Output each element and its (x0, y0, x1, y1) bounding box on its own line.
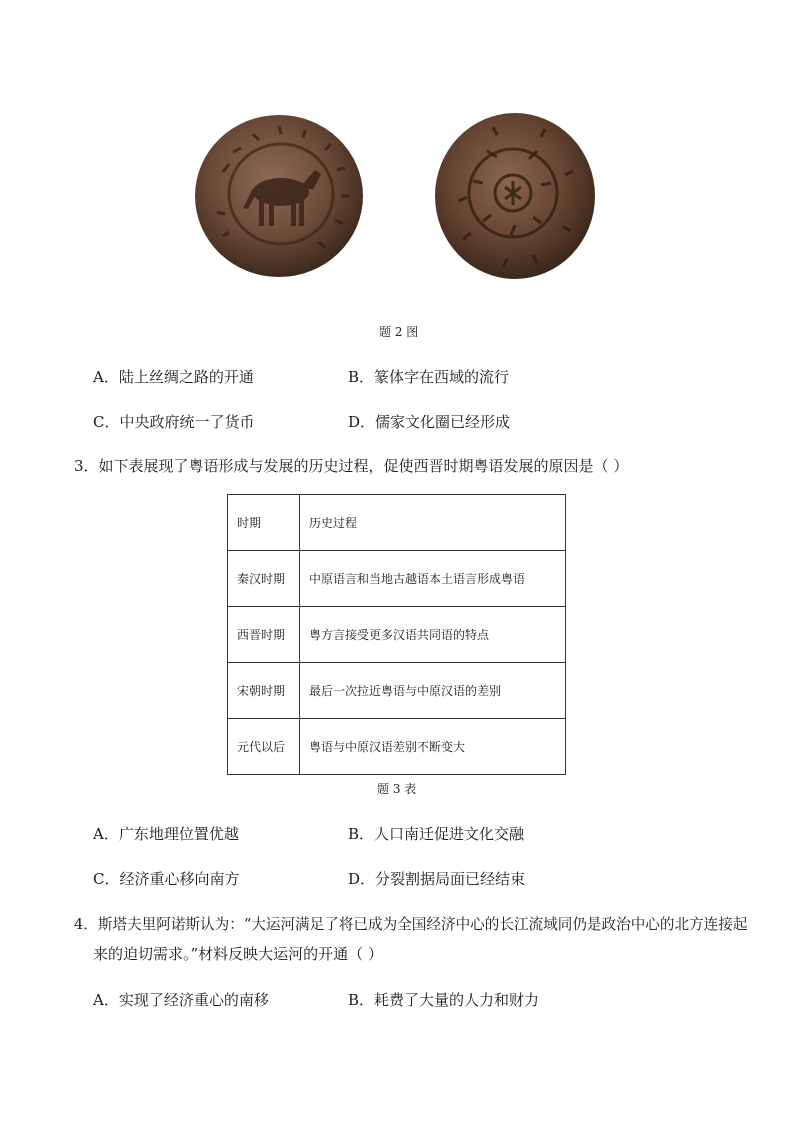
table-cell-period: 秦汉时期 (228, 551, 300, 607)
table-cell-period: 宋朝时期 (228, 663, 300, 719)
table-cell-process: 粤方言接受更多汉语共同语的特点 (300, 607, 566, 663)
q4-option-a[interactable]: A．实现了经济重心的南移 (93, 991, 269, 1009)
table-row (228, 551, 566, 607)
q4-option-b[interactable]: B．耗费了大量的人力和财力 (348, 991, 540, 1009)
coin-horse-icon (193, 112, 365, 280)
table-header-cell: 时期 (228, 495, 300, 551)
table-3-caption: 题 3 表 (377, 782, 417, 796)
history-table (227, 494, 566, 775)
table-cell-process: 最后一次拉近粤语与中原汉语的差别 (300, 663, 566, 719)
q3-option-b[interactable]: B．人口南迁促进文化交融 (348, 825, 525, 843)
table-cell-process: 中原语言和当地古越语本土语言形成粤语 (300, 551, 566, 607)
q3-option-d[interactable]: D．分裂割据局面已经结束 (348, 870, 526, 888)
q2-option-d[interactable]: D．儒家文化圈已经形成 (348, 413, 511, 431)
q3-option-c[interactable]: C．经济重心移向南方 (93, 870, 240, 888)
table-row (228, 663, 566, 719)
q4-stem-line-1: 4．斯塔夫里阿诺斯认为：“大运河满足了将已成为全国经济中心的长江流域同仍是政治中心的北方连接起 (74, 916, 748, 933)
table-header-cell: 历史过程 (300, 495, 566, 551)
q2-option-b[interactable]: B．篆体字在西域的流行 (348, 368, 510, 386)
table-row (228, 607, 566, 663)
coin-inscription-icon (433, 111, 597, 281)
table-cell-period: 西晋时期 (228, 607, 300, 663)
q4-stem-line-2: 来的迫切需求。”材料反映大运河的开通（ ） (93, 945, 383, 963)
q2-option-a[interactable]: A．陆上丝绸之路的开通 (93, 368, 254, 386)
table-cell-period: 元代以后 (228, 719, 300, 775)
table-row (228, 719, 566, 775)
figure-2-caption: 题 2 图 (379, 325, 419, 339)
q3-stem: 3．如下表展现了粤语形成与发展的历史过程，促使西晋时期粤语发展的原因是（ ） (74, 457, 629, 475)
q2-option-c[interactable]: C．中央政府统一了货币 (93, 413, 255, 431)
table-cell-process: 粤语与中原汉语差别不断变大 (300, 719, 566, 775)
q3-option-a[interactable]: A．广东地理位置优越 (93, 825, 239, 843)
table-header-row (228, 495, 566, 551)
